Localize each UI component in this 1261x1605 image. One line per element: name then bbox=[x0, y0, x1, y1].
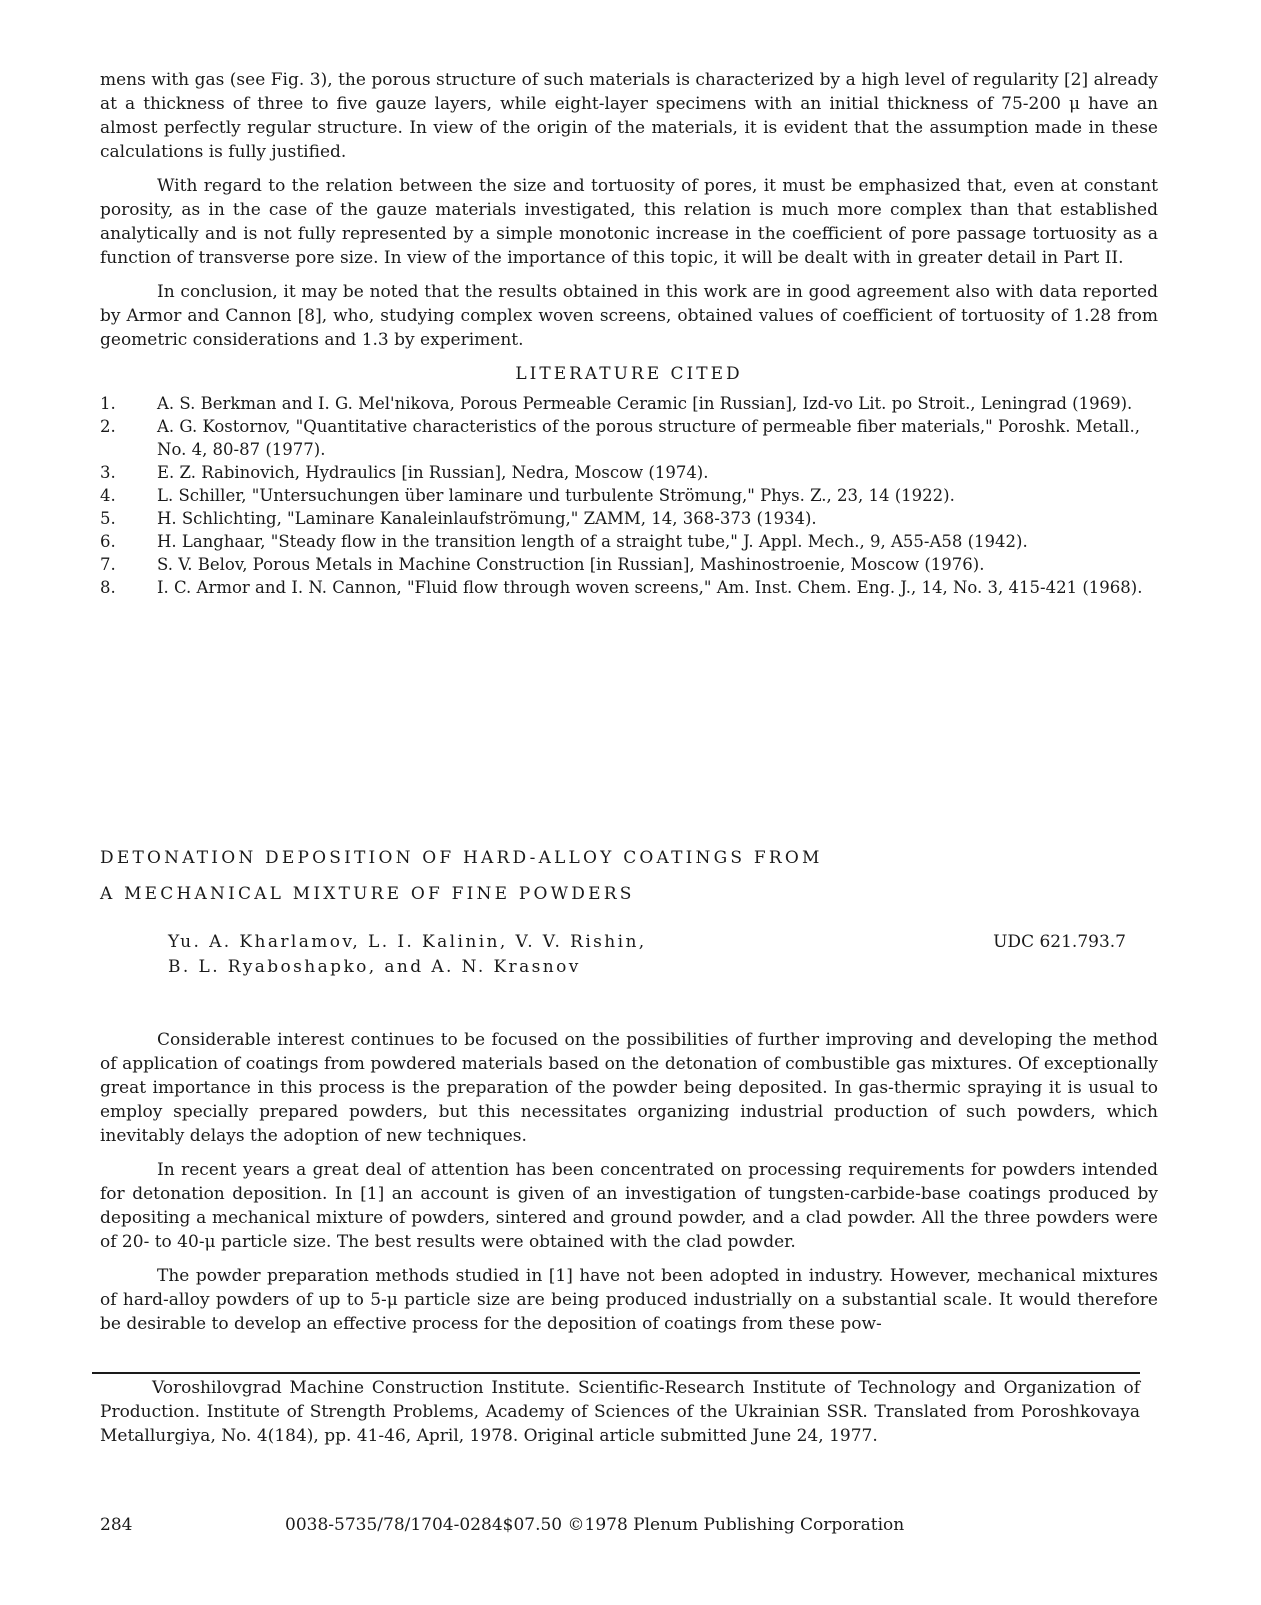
author-list bbox=[168, 930, 647, 980]
authors-line: B. L. Ryaboshapko, and A. N. Krasnov bbox=[168, 957, 581, 977]
footnote-text: Voroshilovgrad Machine Construction Institute. Scientific-Research Institute of Technology and Organization of Production. Institute of Strength Problems, Academy of Sciences of the Ukrainian SSR. Translated from Poroshkovaya Metallurgiya, No. 4(184), pp. 41-46, April, 1978. Original article submitted June 24, 1977. bbox=[100, 1378, 1140, 1446]
reference-item: 1. A. S. Berkman and I. G. Mel'nikova, Porous Permeable Ceramic [in Russian], Izd-vo Lit. po Stroit., Leningrad (1969). bbox=[100, 394, 1133, 413]
paragraph: With regard to the relation between the size and tortuosity of pores, it must be emphasized that, even at constant porosity, as in the case of the gauze materials investigated, this relation is much more complex than that established analytically and is not fully represented by a simple monotonic increase in the coefficient of pore passage tortuosity as a function of transverse pore size. In view of the importance of this topic, it will be dealt with in greater detail in Part II. bbox=[100, 176, 1158, 268]
reference-item: 5. H. Schlichting, "Laminare Kanaleinlaufströmung," ZAMM, 14, 368-373 (1934). bbox=[100, 509, 817, 528]
udc-code: UDC 621.793.7 bbox=[993, 932, 1126, 952]
paragraph: Considerable interest continues to be focused on the possibilities of further improving and developing the method of application of coatings from powdered materials based on the detonation of combustible gas mixtures. Of exceptionally great importance in this process is the preparation of the powder being deposited. In gas-thermic spraying it is usual to employ specially prepared powders, but this necessitates organizing industrial production of such powders, which inevitably delays the adoption of new techniques. bbox=[100, 1030, 1158, 1146]
paragraph: In conclusion, it may be noted that the results obtained in this work are in good agreement also with data reported by Armor and Cannon [8], who, studying complex woven screens, obtained values of coefficient of tortuosity of 1.28 from geometric considerations and 1.3 by experiment. bbox=[100, 282, 1158, 350]
paragraph: The powder preparation methods studied in [1] have not been adopted in industry. However, mechanical mixtures of hard-alloy powders of up to 5-μ particle size are being produced industrially on a substantial scale. It would therefore be desirable to develop an effective process for the deposition of coatings from these pow- bbox=[100, 1266, 1158, 1334]
article-title bbox=[100, 840, 823, 912]
reference-item: 4. L. Schiller, "Untersuchungen über laminare und turbulente Strömung," Phys. Z., 23, 14 (1922). bbox=[100, 486, 955, 505]
article-title-line: DETONATION DEPOSITION OF HARD-ALLOY COATINGS FROM bbox=[100, 848, 823, 868]
reference-item: 6. H. Langhaar, "Steady flow in the transition length of a straight tube," J. Appl. Mech., 9, A55-A58 (1942). bbox=[100, 532, 1028, 551]
reference-item: 7. S. V. Belov, Porous Metals in Machine Construction [in Russian], Mashinostroenie, Moscow (1976). bbox=[100, 555, 985, 574]
reference-item: 2. A. G. Kostornov, "Quantitative characteristics of the porous structure of permeable fiber materials," Poroshk. Metall., No. 4, 80-87 (1977). bbox=[100, 417, 1140, 459]
footnote bbox=[100, 1376, 1140, 1448]
literature-cited-heading: LITERATURE CITED bbox=[515, 364, 743, 384]
previous-article-continuation bbox=[100, 68, 1158, 599]
paragraph: mens with gas (see Fig. 3), the porous structure of such materials is characterized by a high level of regularity [2] already at a thickness of three to five gauze layers, while eight-layer specimens with an initial thickness of 75-200 μ have an almost perfectly regular structure. In view of the origin of the materials, it is evident that the assumption made in these calculations is fully justified. bbox=[100, 70, 1158, 162]
footnote-divider bbox=[92, 1372, 1140, 1374]
authors-line: Yu. A. Kharlamov, L. I. Kalinin, V. V. Rishin, bbox=[168, 932, 647, 952]
reference-item: 8. I. C. Armor and I. N. Cannon, "Fluid flow through woven screens," Am. Inst. Chem. Eng. J., 14, No. 3, 415-421 (1968). bbox=[100, 578, 1143, 597]
page-number: 284 bbox=[100, 1515, 133, 1535]
reference-item: 3. E. Z. Rabinovich, Hydraulics [in Russian], Nedra, Moscow (1974). bbox=[100, 463, 709, 482]
article-title-line: A MECHANICAL MIXTURE OF FINE POWDERS bbox=[100, 884, 635, 904]
reference-list bbox=[100, 392, 1158, 599]
paragraph: In recent years a great deal of attention has been concentrated on processing requirements for powders intended for detonation deposition. In [1] an account is given of an investigation of tungsten-carbide-base coatings produced by depositing a mechanical mixture of powders, sintered and ground powder, and a clad powder. All the three powders were of 20- to 40-μ particle size. The best results were obtained with the clad powder. bbox=[100, 1160, 1158, 1252]
article-body bbox=[100, 1028, 1158, 1336]
copyright-line: 0038-5735/78/1704-0284$07.50 ©1978 Plenum Publishing Corporation bbox=[285, 1515, 905, 1535]
